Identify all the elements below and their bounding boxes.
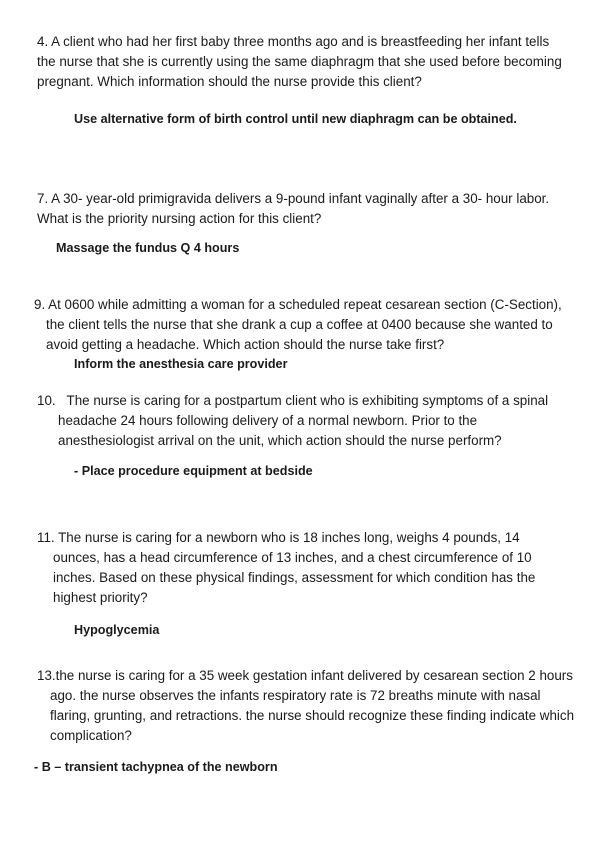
question-text — [37, 666, 577, 746]
answer-13: - B – transient tachypnea of the newborn — [34, 760, 278, 774]
question-10 — [37, 391, 565, 451]
question-text — [37, 391, 565, 451]
question-number: 7. — [37, 191, 49, 206]
question-body: the nurse is caring for a 35 week gestation infant delivered by cesarean section 2 hours ago. the nurse observes the infants respiratory rate is 72 breaths minute with nasal flaring, grunting, and retractions. the nurse should recognize these finding indicate which complication? — [50, 668, 575, 743]
question-number: 4. — [37, 34, 49, 49]
answer-11: Hypoglycemia — [74, 623, 160, 637]
question-body: A 30- year-old primigravida delivers a 9-pound infant vaginally after a 30- hour labor. What is the priority nursing action for this client? — [37, 191, 550, 226]
question-text — [37, 189, 565, 229]
question-text — [34, 295, 580, 355]
question-4 — [37, 32, 565, 92]
question-body: At 0600 while admitting a woman for a scheduled repeat cesarean section (C-Section), the client tells the nurse that she drank a cup a coffee at 0400 because she wanted to avoid getting a headache. Which action should the nurse take first? — [46, 297, 562, 352]
answer-10: - Place procedure equipment at bedside — [74, 464, 313, 478]
question-number: 13. — [37, 668, 56, 683]
question-11 — [37, 528, 565, 608]
question-13 — [37, 666, 577, 746]
question-number: 11. — [37, 530, 55, 545]
answer-4: Use alternative form of birth control until new diaphragm can be obtained. — [74, 112, 517, 126]
question-body: The nurse is caring for a newborn who is 18 inches long, weighs 4 pounds, 14 ounces, has a head circumference of 13 inches, and a chest circumference of 10 inches. Based on these physical findings, assessment for which condition has the highest priority? — [53, 530, 536, 605]
question-number: 10. — [37, 393, 56, 408]
question-body: The nurse is caring for a postpartum client who is exhibiting symptoms of a spinal headache 24 hours following delivery of a normal newborn. Prior to the anesthesiologist arrival on the unit, which action should the nurse perform? — [58, 393, 549, 448]
question-9 — [34, 295, 580, 355]
question-number: 9. — [34, 297, 46, 312]
question-body: A client who had her first baby three months ago and is breastfeeding her infant tells the nurse that she is currently using the same diaphragm that she used before becoming pregnant. Which information should the nurse provide this client? — [37, 34, 562, 89]
question-text — [37, 528, 565, 608]
question-7 — [37, 189, 565, 229]
answer-9: Inform the anesthesia care provider — [74, 357, 288, 371]
question-text — [37, 32, 565, 92]
answer-7: Massage the fundus Q 4 hours — [56, 241, 240, 255]
